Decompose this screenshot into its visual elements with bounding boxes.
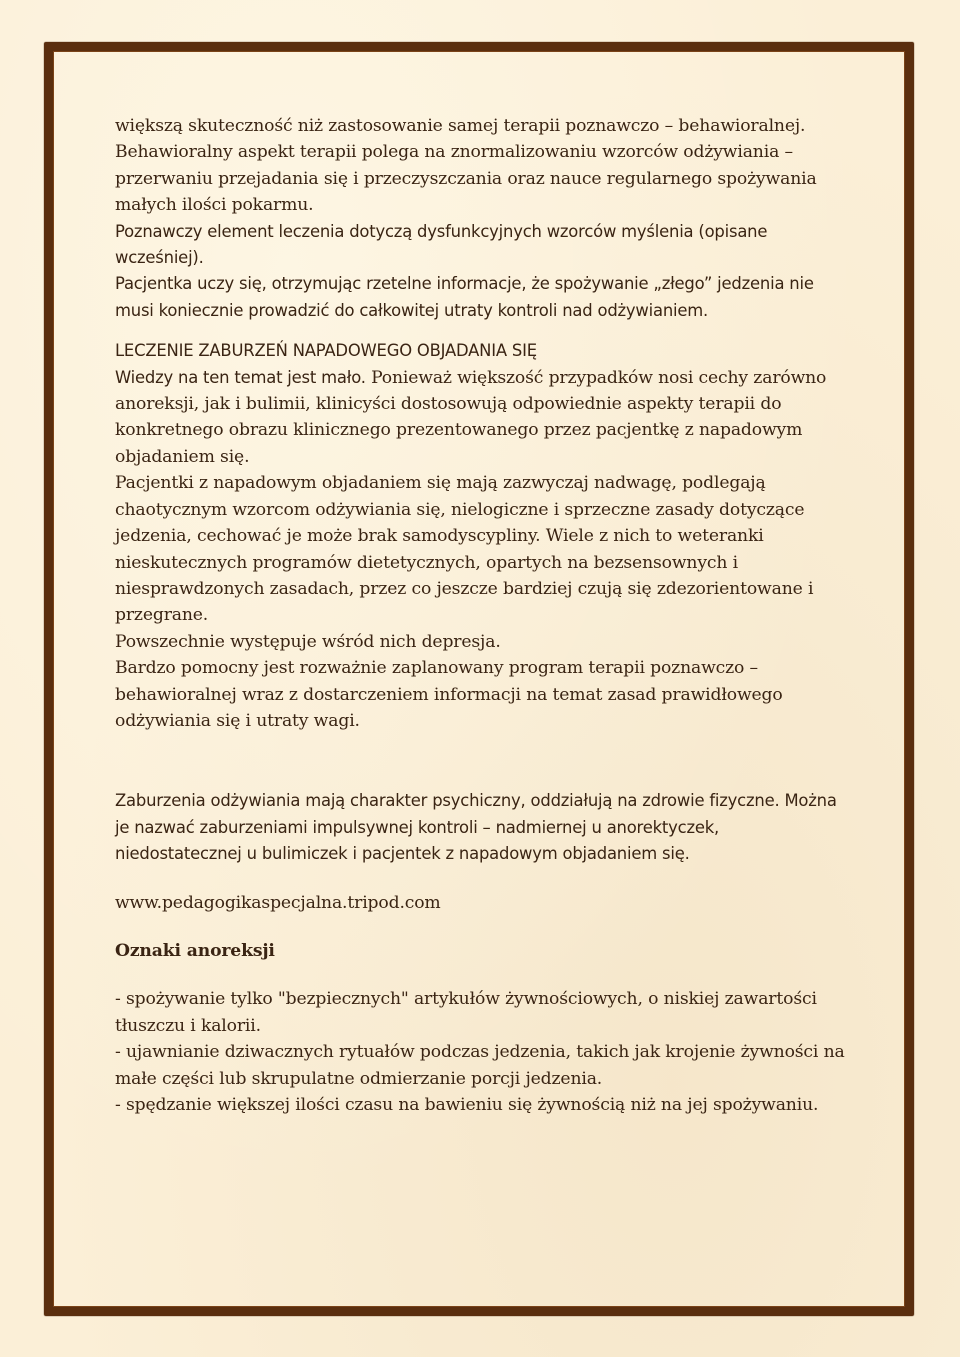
list-item: - ujawnianie dziwacznych rytuałów podczas jedzenia, takich jak krojenie żywności na małe części lub skrupulatne odmierzanie porcji jedzenia. (115, 1042, 845, 1089)
paragraph (115, 365, 845, 471)
summary-paragraph: Zaburzenia odżywiania mają charakter psychiczny, oddziałują na zdrowie fizyczne. Można je nazwać zaburzeniami impulsywnej kontroli – nadmiernej u anorektyczek, niedostatecznej u bulimiczek i pacjentek z napadowym objadaniem się. (115, 791, 837, 864)
paragraph: większą skuteczność niż zastosowanie samej terapii poznawczo – behawioralnej. (115, 116, 806, 136)
list-item: - spożywanie tylko "bezpiecznych" artykułów żywnościowych, o niskiej zawartości tłuszczu i kalorii. (115, 989, 817, 1036)
spacer (115, 964, 845, 986)
paragraph: Pacjentki z napadowym objadaniem się mają zazwyczaj nadwagę, podlegają chaotycznym wzorcom odżywiania się, nielogiczne i sprzeczne zasady dotyczące jedzenia, cechować je może brak samodyscypliny. Wiele z nich to weteranki nieskutecznych programów dietetycznych, opartych na bezsensownych i niesprawdzonych zasadach, przez co jeszcze bardziej czują się zdezorientowane i przegrane. (115, 473, 814, 626)
source-url: www.pedagogikaspecjalna.tripod.com (115, 892, 441, 913)
document-body (115, 113, 845, 1118)
paragraph: Poznawczy element leczenia dotyczą dysfunkcyjnych wzorców myślenia (opisane wcześniej). (115, 221, 768, 268)
section-intro-rest: Ponieważ większość przypadków nosi cechy zarówno anoreksji, jak i bulimii, klinicyści dostosowują odpowiednie aspekty terapii do konkretnego obrazu klinicznego prezentowanego przez pacjentkę z napadowym objadaniem się. (115, 367, 827, 467)
therapy-sans-block (115, 219, 845, 325)
paragraph: Pacjentka uczy się, otrzymując rzetelne informacje, że spożywanie „złego” jedzenia nie musi koniecznie prowadzić do całkowitej utraty kontroli nad odżywianiem. (115, 274, 814, 320)
spacer (115, 916, 845, 938)
spacer (115, 734, 845, 788)
therapy-serif-block (115, 113, 845, 219)
section-heading: LECZENIE ZABURZEŃ NAPADOWEGO OBJADANIA SIĘ (115, 341, 537, 361)
paragraph: Powszechnie występuje wśród nich depresja. (115, 631, 501, 652)
list-item: - spędzanie większej ilości czasu na bawieniu się żywnością niż na jej spożywaniu. (115, 1095, 819, 1115)
anorexia-heading: Oznaki anoreksji (115, 940, 275, 961)
section-intro: Wiedzy na ten temat jest mało. (115, 367, 366, 387)
spacer (115, 868, 845, 890)
binge-eating-section (115, 338, 845, 734)
source-block (115, 890, 845, 916)
anorexia-section (115, 938, 845, 1118)
paragraph: Bardzo pomocny jest rozważnie zaplanowany program terapii poznawczo – behawioralnej wraz z dostarczeniem informacji na temat zasad prawidłowego odżywiania się i utraty wagi. (115, 658, 783, 731)
summary-block (115, 788, 845, 867)
spacer (115, 324, 845, 338)
paragraph: Behawioralny aspekt terapii polega na znormalizowaniu wzorców odżywiania – przerwaniu przejadania się i przeczyszczania oraz nauce regularnego spożywania małych ilości pokarmu. (115, 142, 817, 216)
